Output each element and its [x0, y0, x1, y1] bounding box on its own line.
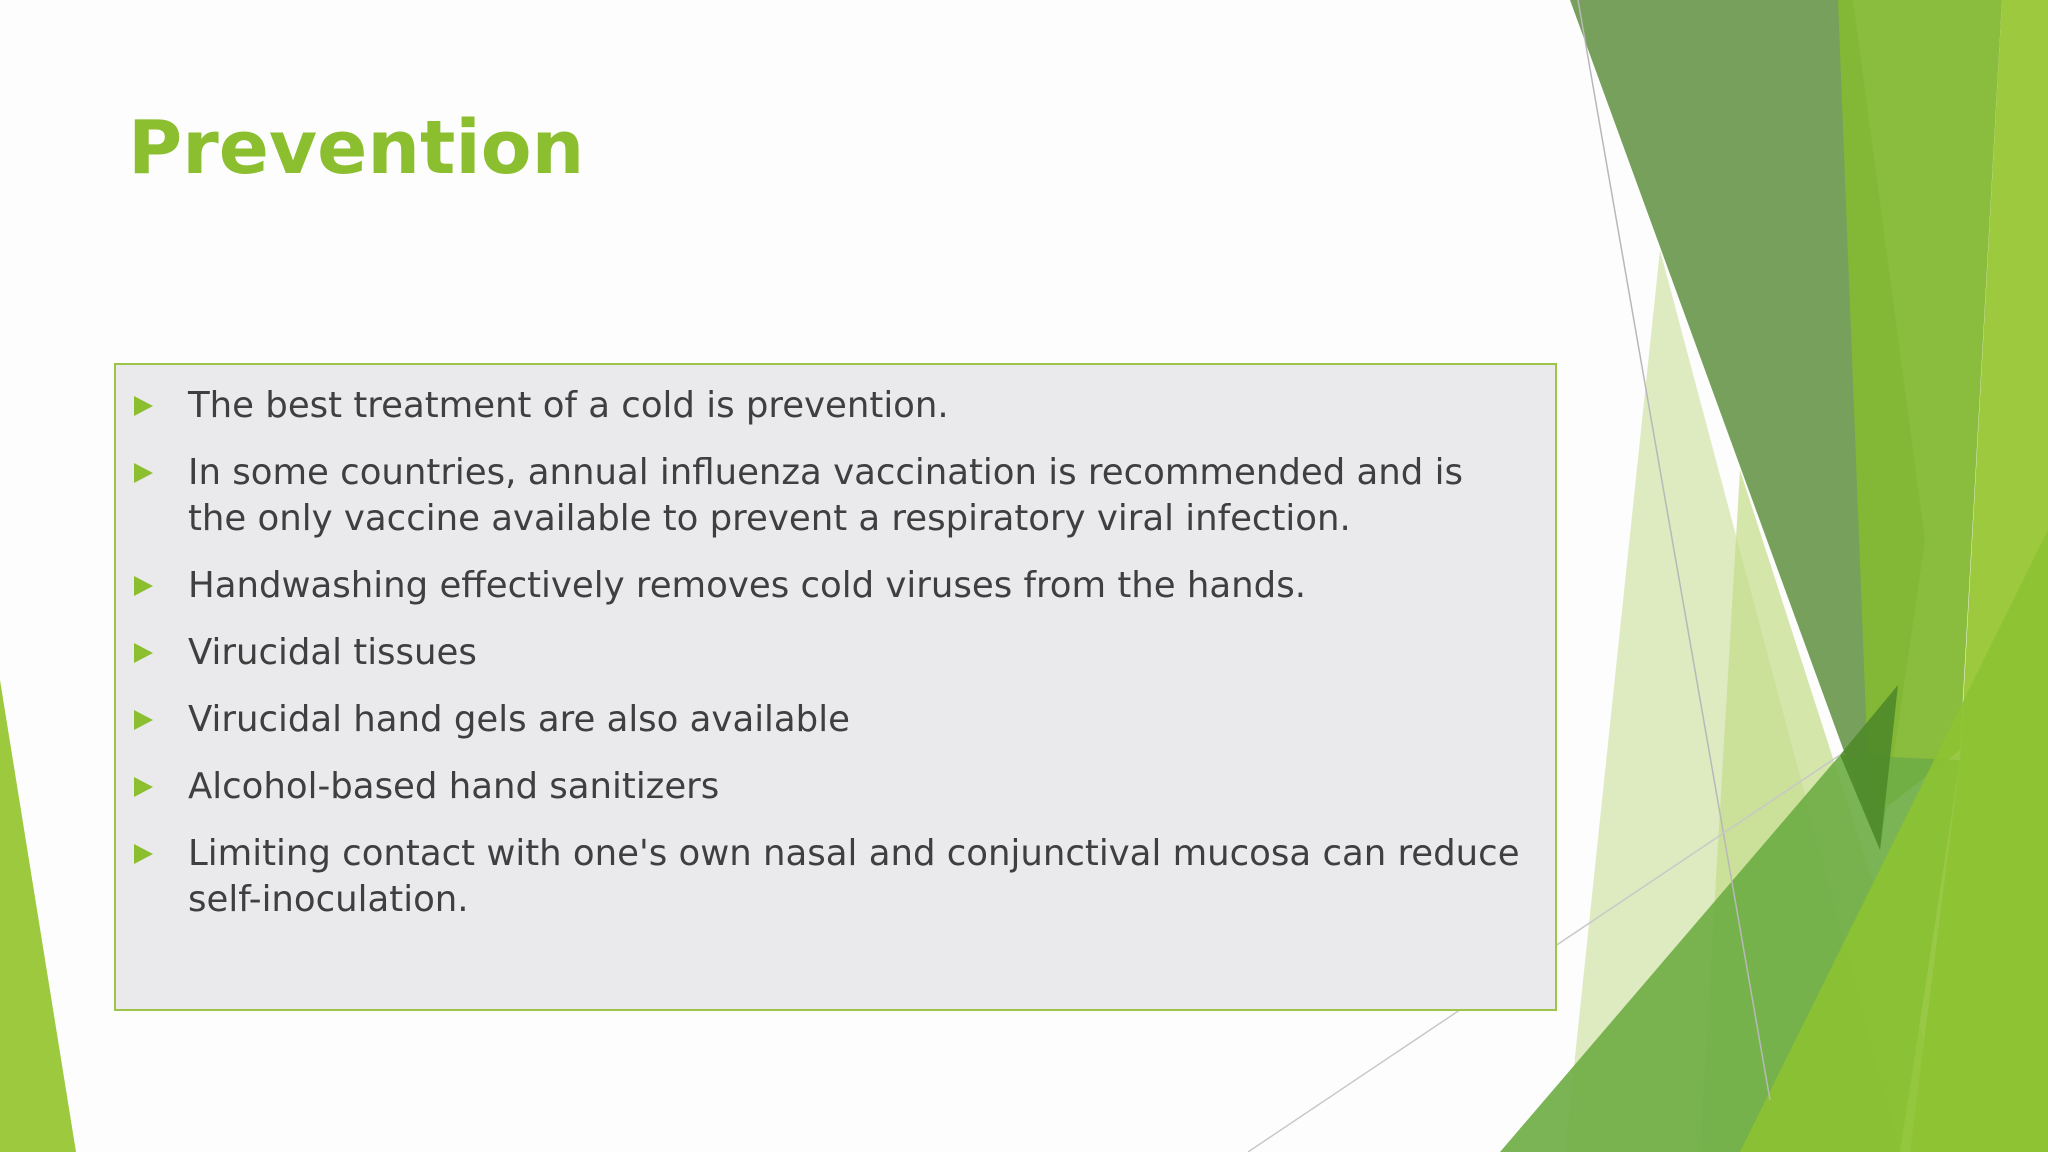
bullet-list	[132, 383, 1525, 923]
bullet-text: The best treatment of a cold is prevention.	[188, 385, 949, 426]
triangle-right-icon	[132, 563, 188, 609]
bullet-item	[132, 831, 1525, 923]
bullet-item	[132, 764, 1525, 810]
bullet-text: Virucidal hand gels are also available	[188, 699, 850, 740]
triangle-right-icon	[132, 697, 188, 743]
bullet-item	[132, 630, 1525, 676]
bullet-item	[132, 383, 1525, 429]
bullet-item	[132, 563, 1525, 609]
triangle-right-icon	[132, 383, 188, 429]
bullet-text: In some countries, annual influenza vaccination is recommended and is the only vaccine available to prevent a respiratory viral infection.	[188, 452, 1463, 539]
bullet-text: Limiting contact with one's own nasal and conjunctival mucosa can reduce self-inoculation.	[188, 833, 1520, 920]
bullet-item	[132, 697, 1525, 743]
triangle-right-icon	[132, 630, 188, 676]
bullet-text: Virucidal tissues	[188, 632, 477, 673]
triangle-right-icon	[132, 831, 188, 877]
bullet-text: Handwashing effectively removes cold viruses from the hands.	[188, 565, 1306, 606]
content-box	[114, 363, 1557, 1011]
left-green-shape	[0, 680, 76, 1152]
slide-title: Prevention	[128, 105, 585, 191]
triangle-right-icon	[132, 764, 188, 810]
triangle-right-icon	[132, 450, 188, 496]
bullet-text: Alcohol-based hand sanitizers	[188, 766, 720, 807]
bullet-item	[132, 450, 1525, 542]
